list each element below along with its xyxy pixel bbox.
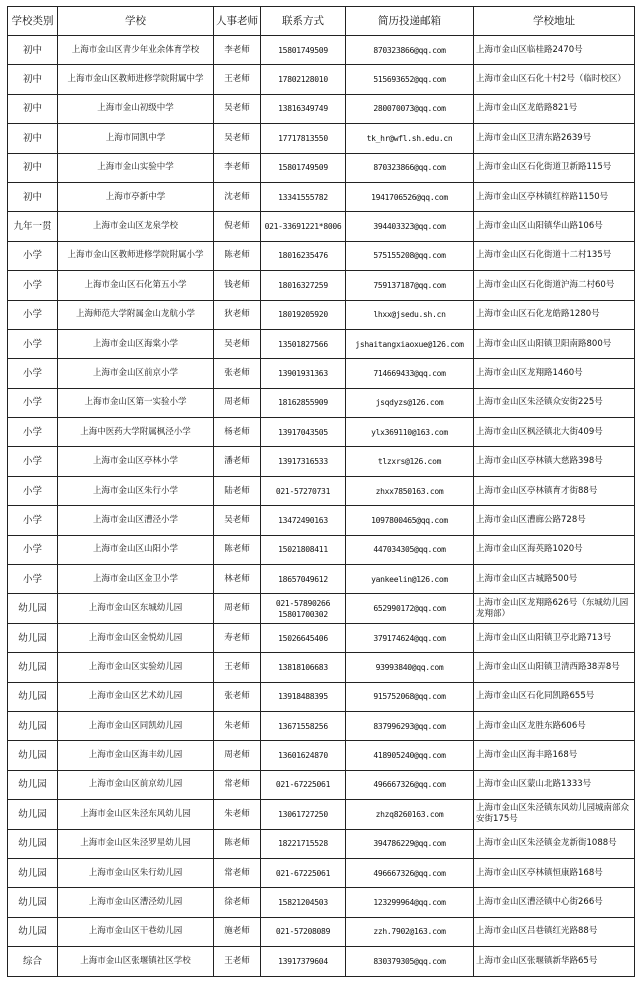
teacher-cell: 林老师 [214, 565, 261, 594]
category-cell: 幼儿园 [8, 623, 58, 652]
table-row [8, 447, 635, 476]
category-cell: 幼儿园 [8, 858, 58, 887]
school-cell: 上海市金山区金卫小学 [58, 565, 214, 594]
category-cell: 幼儿园 [8, 770, 58, 799]
email-cell: 759137187@qq.com [346, 271, 474, 300]
phone-cell [261, 153, 346, 182]
teacher-cell: 朱老师 [214, 800, 261, 829]
address-cell: 上海市金山区漕廊公路728号 [474, 506, 635, 535]
phone-cell [261, 212, 346, 241]
table-row [8, 741, 635, 770]
address-cell: 上海市金山区海丰路168号 [474, 741, 635, 770]
school-cell: 上海市金山区龙泉学校 [58, 212, 214, 241]
table-row [8, 271, 635, 300]
category-cell: 小学 [8, 241, 58, 270]
phone-number: 15801700302 [278, 609, 328, 619]
email-cell: tk_hr@wfl.sh.edu.cn [346, 124, 474, 153]
phone-cell [261, 182, 346, 211]
address-cell: 上海市金山区吕巷镇红光路88号 [474, 917, 635, 946]
category-cell: 初中 [8, 36, 58, 65]
phone-cell [261, 124, 346, 153]
teacher-cell: 徐老师 [214, 888, 261, 917]
email-cell: 1941706526@qq.com [346, 182, 474, 211]
address-cell: 上海市金山区亭林镇大慈路398号 [474, 447, 635, 476]
phone-number: 021-57270731 [275, 486, 331, 496]
phone-number: 18019205920 [278, 310, 328, 320]
address-cell: 上海市金山区山阳镇卫亭北路713号 [474, 623, 635, 652]
school-cell: 上海市金山区张堰镇社区学校 [58, 947, 214, 976]
phone-number: 021-67225061 [275, 780, 331, 790]
teacher-cell: 陈老师 [214, 535, 261, 564]
teacher-cell: 狄老师 [214, 300, 261, 329]
school-cell: 上海市金山区漕泾小学 [58, 506, 214, 535]
address-cell: 上海市金山区龙翔路626号（东城幼儿园龙翔部） [474, 594, 635, 623]
table-row [8, 888, 635, 917]
category-cell: 九年一贯 [8, 212, 58, 241]
table-row [8, 653, 635, 682]
category-cell: 小学 [8, 388, 58, 417]
address-cell: 上海市金山区朱泾镇众安街225号 [474, 388, 635, 417]
school-cell: 上海市金山区石化第五小学 [58, 271, 214, 300]
category-cell: 幼儿园 [8, 682, 58, 711]
phone-cell [261, 476, 346, 505]
school-cell: 上海市金山区干巷幼儿园 [58, 917, 214, 946]
table-row [8, 329, 635, 358]
teacher-cell: 李老师 [214, 153, 261, 182]
category-cell: 幼儿园 [8, 741, 58, 770]
address-cell: 上海市金山区石化龙皓路1280号 [474, 300, 635, 329]
category-cell: 小学 [8, 535, 58, 564]
school-cell: 上海市金山区朱行小学 [58, 476, 214, 505]
header-email: 简历投递邮箱 [346, 7, 474, 36]
phone-number: 13816349749 [278, 104, 328, 114]
email-cell: 123299964@qq.com [346, 888, 474, 917]
school-cell: 上海市金山区山阳小学 [58, 535, 214, 564]
email-cell: zzh.7902@163.com [346, 917, 474, 946]
school-cell: 上海市金山区朱泾东风幼儿园 [58, 800, 214, 829]
phone-number: 18657049612 [278, 574, 328, 584]
teacher-cell: 陈老师 [214, 241, 261, 270]
phone-cell [261, 829, 346, 858]
email-cell: 447034305@qq.com [346, 535, 474, 564]
category-cell: 幼儿园 [8, 800, 58, 829]
phone-number: 021-57208089 [275, 927, 331, 937]
address-cell: 上海市金山区亭林镇红梓路1150号 [474, 182, 635, 211]
phone-cell [261, 888, 346, 917]
address-cell: 上海市金山区石化同凯路655号 [474, 682, 635, 711]
header-row [8, 7, 635, 36]
table-row [8, 829, 635, 858]
address-cell: 上海市金山区海英路1020号 [474, 535, 635, 564]
school-cell: 上海市金山区朱行幼儿园 [58, 858, 214, 887]
phone-cell [261, 36, 346, 65]
address-cell: 上海市金山区龙胜东路606号 [474, 711, 635, 740]
header-phone: 联系方式 [261, 7, 346, 36]
teacher-cell: 朱老师 [214, 711, 261, 740]
category-cell: 初中 [8, 182, 58, 211]
address-cell: 上海市金山区石化街道十二村135号 [474, 241, 635, 270]
address-cell: 上海市金山区卫清东路2639号 [474, 124, 635, 153]
teacher-cell: 施老师 [214, 917, 261, 946]
phone-cell [261, 947, 346, 976]
address-cell: 上海市金山区张堰镇新华路65号 [474, 947, 635, 976]
phone-number: 18162855909 [278, 398, 328, 408]
school-cell: 上海市金山区漕泾幼儿园 [58, 888, 214, 917]
phone-number: 13818106683 [278, 662, 328, 672]
table-row [8, 476, 635, 505]
email-cell: 418905240@qq.com [346, 741, 474, 770]
email-cell: 93993840@qq.com [346, 653, 474, 682]
category-cell: 初中 [8, 65, 58, 94]
school-cell: 上海市金山区金悦幼儿园 [58, 623, 214, 652]
table-body [8, 36, 635, 977]
teacher-cell: 王老师 [214, 947, 261, 976]
table-row [8, 565, 635, 594]
phone-number: 15801749509 [278, 163, 328, 173]
address-cell: 上海市金山区龙皓路821号 [474, 94, 635, 123]
table-row [8, 65, 635, 94]
email-cell: 280070073@qq.com [346, 94, 474, 123]
phone-number: 021-57890266 [275, 598, 331, 608]
category-cell: 初中 [8, 153, 58, 182]
category-cell: 幼儿园 [8, 917, 58, 946]
email-cell: yankeelin@126.com [346, 565, 474, 594]
address-cell: 上海市金山区亭林镇育才街88号 [474, 476, 635, 505]
table-row [8, 388, 635, 417]
email-cell: tlzxrs@126.com [346, 447, 474, 476]
table-row [8, 535, 635, 564]
address-cell: 上海市金山区临桂路2470号 [474, 36, 635, 65]
table-row [8, 858, 635, 887]
email-cell: 1097800465@qq.com [346, 506, 474, 535]
phone-cell [261, 271, 346, 300]
table-row [8, 682, 635, 711]
phone-cell [261, 418, 346, 447]
school-cell: 上海市金山区亭林小学 [58, 447, 214, 476]
teacher-cell: 张老师 [214, 682, 261, 711]
table-row [8, 418, 635, 447]
teacher-cell: 杨老师 [214, 418, 261, 447]
teacher-cell: 周老师 [214, 594, 261, 623]
teacher-cell: 常老师 [214, 858, 261, 887]
phone-cell [261, 94, 346, 123]
email-cell: 496667326@qq.com [346, 770, 474, 799]
phone-cell [261, 711, 346, 740]
phone-cell [261, 565, 346, 594]
email-cell: 870323866@qq.com [346, 36, 474, 65]
category-cell: 小学 [8, 476, 58, 505]
table-row [8, 800, 635, 829]
table-row [8, 711, 635, 740]
email-cell: 496667326@qq.com [346, 858, 474, 887]
teacher-cell: 周老师 [214, 741, 261, 770]
address-cell: 上海市金山区山阳镇卫阳南路800号 [474, 329, 635, 358]
phone-cell [261, 800, 346, 829]
school-cell: 上海市金山区同凯幼儿园 [58, 711, 214, 740]
phone-cell [261, 506, 346, 535]
phone-number: 18016327259 [278, 280, 328, 290]
school-contact-table [7, 6, 635, 977]
address-cell: 上海市金山区山阳镇卫清西路38弄8号 [474, 653, 635, 682]
header-school: 学校 [58, 7, 214, 36]
table-row [8, 94, 635, 123]
phone-number: 15801749509 [278, 45, 328, 55]
table-row [8, 300, 635, 329]
phone-number: 15026645406 [278, 633, 328, 643]
category-cell: 小学 [8, 359, 58, 388]
table-row [8, 917, 635, 946]
phone-cell [261, 653, 346, 682]
address-cell: 上海市金山区枫泾镇北大街409号 [474, 418, 635, 447]
school-cell: 上海市金山区海棠小学 [58, 329, 214, 358]
category-cell: 幼儿园 [8, 888, 58, 917]
school-cell: 上海市金山区实验幼儿园 [58, 653, 214, 682]
phone-number: 13501827566 [278, 339, 328, 349]
header-teacher: 人事老师 [214, 7, 261, 36]
table-row [8, 124, 635, 153]
address-cell: 上海市金山区蒙山北路1333号 [474, 770, 635, 799]
email-cell: 915752068@qq.com [346, 682, 474, 711]
category-cell: 幼儿园 [8, 829, 58, 858]
table-row [8, 359, 635, 388]
phone-cell [261, 388, 346, 417]
table-row [8, 770, 635, 799]
teacher-cell: 王老师 [214, 65, 261, 94]
category-cell: 小学 [8, 300, 58, 329]
category-cell: 小学 [8, 506, 58, 535]
address-cell: 上海市金山区石化街道沪海二村60号 [474, 271, 635, 300]
teacher-cell: 常老师 [214, 770, 261, 799]
school-cell: 上海市金山区前京幼儿园 [58, 770, 214, 799]
email-cell: 379174624@qq.com [346, 623, 474, 652]
school-cell: 上海师范大学附属金山龙航小学 [58, 300, 214, 329]
address-cell: 上海市金山区朱泾镇金龙新街1088号 [474, 829, 635, 858]
phone-number: 13061727250 [278, 809, 328, 819]
address-cell: 上海市金山区亭林镇恒康路168号 [474, 858, 635, 887]
phone-cell [261, 682, 346, 711]
school-cell: 上海市金山区海丰幼儿园 [58, 741, 214, 770]
email-cell: jsqdyzs@126.com [346, 388, 474, 417]
address-cell: 上海市金山区石化十村2号（临时校区） [474, 65, 635, 94]
phone-number: 13917316533 [278, 457, 328, 467]
category-cell: 幼儿园 [8, 594, 58, 623]
phone-cell [261, 300, 346, 329]
teacher-cell: 吴老师 [214, 94, 261, 123]
school-cell: 上海市金山区东城幼儿园 [58, 594, 214, 623]
school-cell: 上海市金山区青少年业余体育学校 [58, 36, 214, 65]
school-cell: 上海市金山区教师进修学院附属小学 [58, 241, 214, 270]
category-cell: 小学 [8, 271, 58, 300]
phone-cell [261, 359, 346, 388]
category-cell: 初中 [8, 124, 58, 153]
email-cell: zhzq8260163.com [346, 800, 474, 829]
teacher-cell: 周老师 [214, 388, 261, 417]
phone-number: 15021808411 [278, 545, 328, 555]
email-cell: lhxx@jsedu.sh.cn [346, 300, 474, 329]
phone-cell [261, 535, 346, 564]
category-cell: 幼儿园 [8, 711, 58, 740]
email-cell: 515693652@qq.com [346, 65, 474, 94]
phone-cell [261, 447, 346, 476]
email-cell: 870323866@qq.com [346, 153, 474, 182]
teacher-cell: 李老师 [214, 36, 261, 65]
phone-number: 17717813550 [278, 133, 328, 143]
phone-number: 13341555782 [278, 192, 328, 202]
phone-cell [261, 594, 346, 623]
email-cell: 652990172@qq.com [346, 594, 474, 623]
table-row [8, 153, 635, 182]
phone-number: 13472490163 [278, 515, 328, 525]
category-cell: 初中 [8, 94, 58, 123]
header-address: 学校地址 [474, 7, 635, 36]
teacher-cell: 倪老师 [214, 212, 261, 241]
school-cell: 上海市亭新中学 [58, 182, 214, 211]
category-cell: 小学 [8, 418, 58, 447]
table-row [8, 212, 635, 241]
email-cell: 714669433@qq.com [346, 359, 474, 388]
phone-cell [261, 623, 346, 652]
school-cell: 上海市金山实验中学 [58, 153, 214, 182]
school-cell: 上海市金山区第一实验小学 [58, 388, 214, 417]
table-row [8, 36, 635, 65]
address-cell: 上海市金山区古城路500号 [474, 565, 635, 594]
phone-cell [261, 329, 346, 358]
phone-number: 15821204503 [278, 898, 328, 908]
phone-cell [261, 741, 346, 770]
email-cell: ylx369110@163.com [346, 418, 474, 447]
phone-number: 17802128010 [278, 75, 328, 85]
teacher-cell: 寿老师 [214, 623, 261, 652]
teacher-cell: 陈老师 [214, 829, 261, 858]
school-cell: 上海市同凯中学 [58, 124, 214, 153]
table-row [8, 506, 635, 535]
teacher-cell: 钱老师 [214, 271, 261, 300]
teacher-cell: 陆老师 [214, 476, 261, 505]
header-category: 学校类别 [8, 7, 58, 36]
phone-number: 021-33691221*8006 [264, 222, 342, 232]
phone-cell [261, 241, 346, 270]
address-cell: 上海市金山区龙翔路1460号 [474, 359, 635, 388]
address-cell: 上海市金山区朱泾镇东风幼儿园城南部众安街175号 [474, 800, 635, 829]
phone-number: 13918488395 [278, 692, 328, 702]
school-cell: 上海市金山初级中学 [58, 94, 214, 123]
school-cell: 上海市金山区朱泾罗星幼儿园 [58, 829, 214, 858]
email-cell: 394403323@qq.com [346, 212, 474, 241]
category-cell: 小学 [8, 565, 58, 594]
address-cell: 上海市金山区漕泾镇中心街266号 [474, 888, 635, 917]
table-row [8, 947, 635, 976]
teacher-cell: 吴老师 [214, 124, 261, 153]
table-row [8, 241, 635, 270]
phone-number: 13917379604 [278, 956, 328, 966]
teacher-cell: 张老师 [214, 359, 261, 388]
category-cell: 小学 [8, 447, 58, 476]
phone-number: 13671558256 [278, 721, 328, 731]
email-cell: 394786229@qq.com [346, 829, 474, 858]
category-cell: 幼儿园 [8, 653, 58, 682]
email-cell: jshaitangxiaoxue@126.com [346, 329, 474, 358]
school-cell: 上海市金山区教师进修学院附属中学 [58, 65, 214, 94]
school-cell: 上海中医药大学附属枫泾小学 [58, 418, 214, 447]
teacher-cell: 潘老师 [214, 447, 261, 476]
phone-number: 13917043505 [278, 427, 328, 437]
phone-number: 18221715528 [278, 839, 328, 849]
school-cell: 上海市金山区艺术幼儿园 [58, 682, 214, 711]
email-cell: 575155208@qq.com [346, 241, 474, 270]
phone-cell [261, 858, 346, 887]
address-cell: 上海市金山区石化街道卫新路115号 [474, 153, 635, 182]
phone-number: 18016235476 [278, 251, 328, 261]
teacher-cell: 沈老师 [214, 182, 261, 211]
phone-number: 13901931363 [278, 368, 328, 378]
category-cell: 小学 [8, 329, 58, 358]
email-cell: zhxx7850163.com [346, 476, 474, 505]
phone-number: 021-67225061 [275, 868, 331, 878]
teacher-cell: 吴老师 [214, 506, 261, 535]
category-cell: 综合 [8, 947, 58, 976]
table-row [8, 623, 635, 652]
table-row [8, 182, 635, 211]
table-row [8, 594, 635, 623]
phone-number: 13601624870 [278, 751, 328, 761]
phone-cell [261, 770, 346, 799]
phone-cell [261, 917, 346, 946]
teacher-cell: 吴老师 [214, 329, 261, 358]
email-cell: 837996293@qq.com [346, 711, 474, 740]
teacher-cell: 王老师 [214, 653, 261, 682]
email-cell: 830379305@qq.com [346, 947, 474, 976]
phone-cell [261, 65, 346, 94]
school-cell: 上海市金山区前京小学 [58, 359, 214, 388]
address-cell: 上海市金山区山阳镇华山路106号 [474, 212, 635, 241]
